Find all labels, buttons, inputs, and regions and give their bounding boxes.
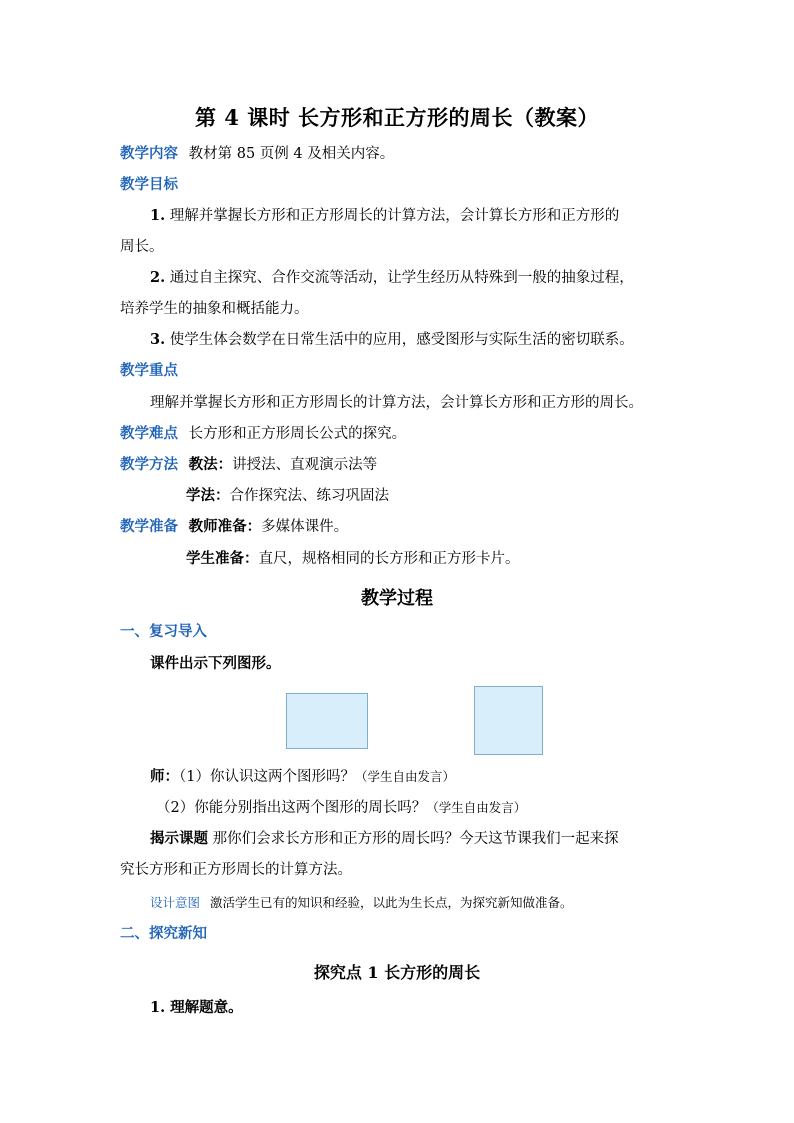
- goal-3-text: 使学生体会数学在日常生活中的应用，感受图形与实际生活的密切联系。: [169, 332, 634, 348]
- method-row: [120, 455, 377, 475]
- design-intent-text: 激活学生已有的知识和经验，以此为生长点，为探究新知做准备。: [210, 895, 573, 910]
- question-1-note: （学生自由发言）: [354, 769, 455, 784]
- goal-3-number: 3.: [150, 331, 166, 348]
- difficulty-row: [120, 424, 406, 444]
- question-2-note: （学生自由发言）: [426, 800, 527, 815]
- key-label: 教学重点: [120, 362, 178, 379]
- learn-method-row: [186, 486, 389, 506]
- reveal-text-2: 究长方形和正方形周长的计算方法。: [120, 862, 352, 878]
- reveal-text-1: 那你们会求长方形和正方形的周长吗？今天这节课我们一起来探: [212, 831, 619, 847]
- teach-method-text: 讲授法、直观演示法等: [232, 457, 378, 473]
- difficulty-text: 长方形和正方形周长公式的探究。: [188, 426, 407, 442]
- design-intent-row: [150, 893, 573, 913]
- section-1-heading: [120, 622, 213, 642]
- content-text: 教材第 85 页例 4 及相关内容。: [188, 146, 395, 162]
- section-2-label: 二、探究新知: [120, 925, 207, 942]
- content-row: [120, 144, 394, 164]
- question-2-row: [156, 798, 526, 818]
- question-2-text: （2）你能分别指出这两个图形的周长吗？: [156, 800, 427, 816]
- teacher-prep-label: 教师准备：: [188, 518, 262, 535]
- section-2-heading: [120, 924, 213, 944]
- learn-method-label: 学法：: [186, 487, 230, 504]
- goal-1-line-2: 周长。: [120, 239, 164, 255]
- question-1-text: （1）你认识这两个图形吗？: [179, 769, 355, 785]
- difficulty-label: 教学难点: [120, 425, 178, 442]
- teacher-prep-text: 多媒体课件。: [261, 519, 349, 535]
- goal-1-line-1: [150, 206, 619, 226]
- key-text: 理解并掌握长方形和正方形周长的计算方法，会计算长方形和正方形的周长。: [150, 395, 643, 411]
- square-figure: [474, 686, 543, 755]
- process-heading: 教学过程: [361, 588, 433, 609]
- content-label: 教学内容: [120, 145, 178, 162]
- goal-2-text: 通过自主探究、合作交流等活动，让学生经历从特殊到一般的抽象过程，: [169, 270, 634, 286]
- key-row: [120, 361, 184, 381]
- goal-2-line-1: [150, 268, 634, 288]
- reveal-row: [150, 829, 619, 849]
- rectangle-figure: [286, 693, 368, 749]
- goal-2-number: 2.: [150, 269, 166, 286]
- student-prep-text: 直尺，规格相同的长方形和正方形卡片。: [258, 551, 520, 567]
- goal-2-line-2: 培养学生的抽象和概括能力。: [120, 301, 309, 317]
- method-label: 教学方法: [120, 456, 178, 473]
- goal-3-line-1: [150, 330, 634, 350]
- learn-method-text: 合作探究法、练习巩固法: [229, 488, 389, 504]
- section-1-label: 一、复习导入: [120, 623, 207, 640]
- teach-method-label: 教法：: [188, 456, 233, 473]
- prep-row: [120, 517, 348, 537]
- explore-point-heading: 探究点 1 长方形的周长: [313, 963, 481, 982]
- step-1-text: 1. 理解题意。: [150, 999, 243, 1016]
- student-prep-row: [186, 549, 520, 569]
- student-prep-label: 学生准备：: [186, 550, 259, 567]
- goals-row: [120, 175, 184, 195]
- prep-label: 教学准备: [120, 518, 178, 535]
- lesson-title: 第 4 课时 长方形和正方形的周长（教案）: [194, 105, 600, 130]
- goal-1-number: 1.: [150, 207, 166, 224]
- question-1-row: [150, 767, 455, 787]
- reveal-label: 揭示课题: [150, 830, 208, 847]
- teacher-label: 师：: [150, 768, 179, 785]
- goals-label: 教学目标: [120, 176, 178, 193]
- show-figures-text: 课件出示下列图形。: [150, 655, 281, 672]
- design-intent-label: 设计意图: [150, 895, 201, 910]
- goal-1-text: 理解并掌握长方形和正方形周长的计算方法，会计算长方形和正方形的: [169, 208, 620, 224]
